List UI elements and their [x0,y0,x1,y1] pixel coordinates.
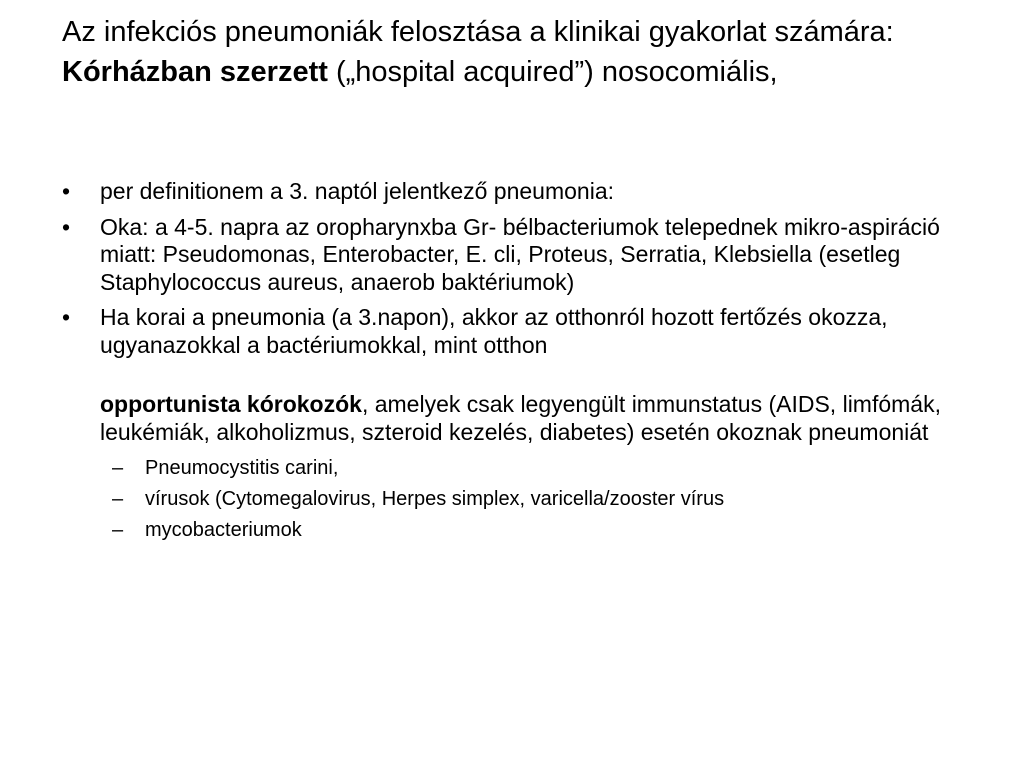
bullet-text: per definitionem a 3. naptól jelentkező pneumonia: [100,178,615,204]
sub-item-text: vírusok (Cytomegalovirus, Herpes simplex, varicella/zooster vírus [145,488,725,510]
sub-item-text: mycobacteriumok [145,519,302,541]
bullet-marker: • [62,213,71,240]
sub-item-2 [62,485,962,513]
bullet-item-1 [62,178,962,206]
bullet-item-2 [62,214,962,297]
sub-item-3 [62,516,962,544]
title-part-1: Az infekciós pneumoniák felosztása a klinikai gyakorlat számára: [62,16,894,48]
bullet-marker: • [62,304,71,330]
opportunist-bold-term: opportunista kórokozók [100,391,362,417]
dash-marker: – [112,488,124,510]
bullet-text: Ha korai a pneumonia (a 3.napon), akkor az otthonról hozott fertőzés okozza, ugyanazokkal a bactériumokkal, mint otthon [100,304,888,358]
slide-title [62,12,962,92]
opportunist-text: , amelyek csak legyengült immunstatus (AIDS, limfómák, leukémiák, alkoholizmus, szteroid kezelés, diabetes) esetén okoznak pneumoniát [100,391,941,445]
title-bold-term: Kórházban szerzett [62,56,328,88]
dash-marker: – [112,519,124,541]
dash-marker: – [112,457,124,479]
bullet-marker: • [62,178,71,204]
slide-body [62,178,962,547]
title-part-2: („hospital acquired”) nosocomiális, [327,56,778,88]
bullet-item-3 [62,304,962,359]
bullet-text: Oka: a 4-5. napra az oropharynxba Gr- bélbacteriumok telepednek mikro-aspiráció miatt: Pseudomonas, Enterobacter, E. cli, Proteus, Serratia, Klebsiella (esetleg Staphylococcus aureus, anaerob baktériumok) [100,213,940,295]
sub-item-1 [62,454,962,482]
opportunist-paragraph [62,391,962,446]
sub-item-text: Pneumocystitis carini, [145,457,339,479]
